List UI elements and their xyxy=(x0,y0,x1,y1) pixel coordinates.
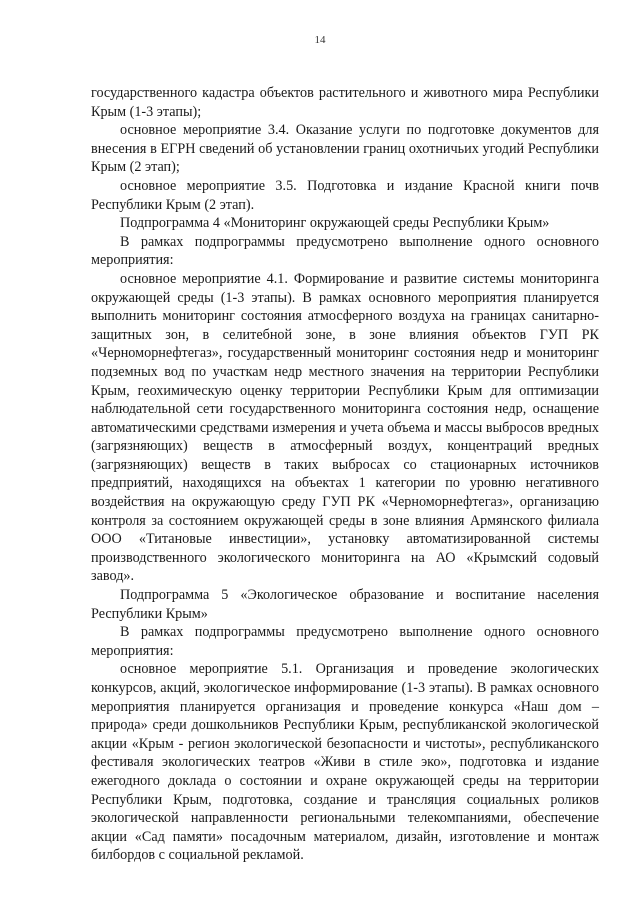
subprogram-4-heading: Подпрограмма 4 «Мониторинг окружающей среды Республики Крым» xyxy=(120,215,550,232)
subprogram-5-heading: Подпрограмма 5 «Экологическое образование и воспитание населения Республики Крым» xyxy=(91,587,599,622)
paragraph-activity-3-4: основное мероприятие 3.4. Оказание услуги по подготовке документов для внесения в ЕГРН сведений об установлении границ охотничьих угодий Республики Крым (2 этап); xyxy=(91,122,599,176)
paragraph-activity-4-1: основное мероприятие 4.1. Формирование и развитие системы мониторинга окружающей среды (1-3 этапы). В рамках основного мероприятия планируется выполнить мониторинг состояния атмосферного воздуха на границах санитарно-защитных зон, в селитебной зоне, в зоне влияния объектов ГУП РК «Черноморнефтегаз», государственный мониторинг состояния недр и мониторинг подземных вод по участкам недр местного значения на территории Республики Крым, геохимическую оценку территории Республики Крым для оптимизации наблюдательной сети государственного мониторинга состояния недр, оснащение автоматическими средствами измерения и учета объема и массы выбросов вредных (загрязняющих) веществ в атмосферный воздух, концентраций вредных (загрязняющих) веществ в таких выбросах со стационарных источников предприятий, находящихся на объектах 1 категории по уровню негативного воздействия на окружающую среду ГУП РК «Черноморнефтегаз», организацию контроля за состоянием окружающей среды в зоне влияния Армянского филиала ООО «Титановые инвестиции», установку автоматизированной системы производственного экологического мониторинга на АО «Крымский содовый завод». xyxy=(91,270,599,585)
paragraph-subprogram-5-intro: В рамках подпрограммы предусмотрено выполнение одного основного мероприятия: xyxy=(91,624,599,659)
paragraph-activity-3-5: основное мероприятие 3.5. Подготовка и издание Красной книги почв Республики Крым (2 этап). xyxy=(91,177,599,213)
paragraph-activity-5-1: основное мероприятие 5.1. Организация и проведение экологических конкурсов, акций, экологическое информирование (1-3 этапы). В рамках основного мероприятия планируется организация и проведение конкурса «Наш дом – природа» среди дошкольников Республики Крым, республиканской экологической акции «Крым - регион экологической безопасности и чистоты», республиканского фестиваля экологических театров «Живи в стиле эко», подготовка и издание ежегодного доклада о состоянии и охране окружающей среды на территории Республики Крым, подготовка, создание и трансляция социальных роликов экологической направленности региональными телекомпаниями, обеспечение акции «Сад памяти» посадочным материалом, дизайн, изготовление и монтаж билбордов с социальной рекламой. xyxy=(91,661,599,864)
paragraph-cadastre-continuation: государственного кадастра объектов растительного и животного мира Республики Крым (1-3 этапы); xyxy=(91,85,599,120)
page-body xyxy=(91,84,599,865)
page-number: 14 xyxy=(314,34,326,46)
paragraph-subprogram-4-intro: В рамках подпрограммы предусмотрено выполнение одного основного мероприятия: xyxy=(91,233,599,269)
